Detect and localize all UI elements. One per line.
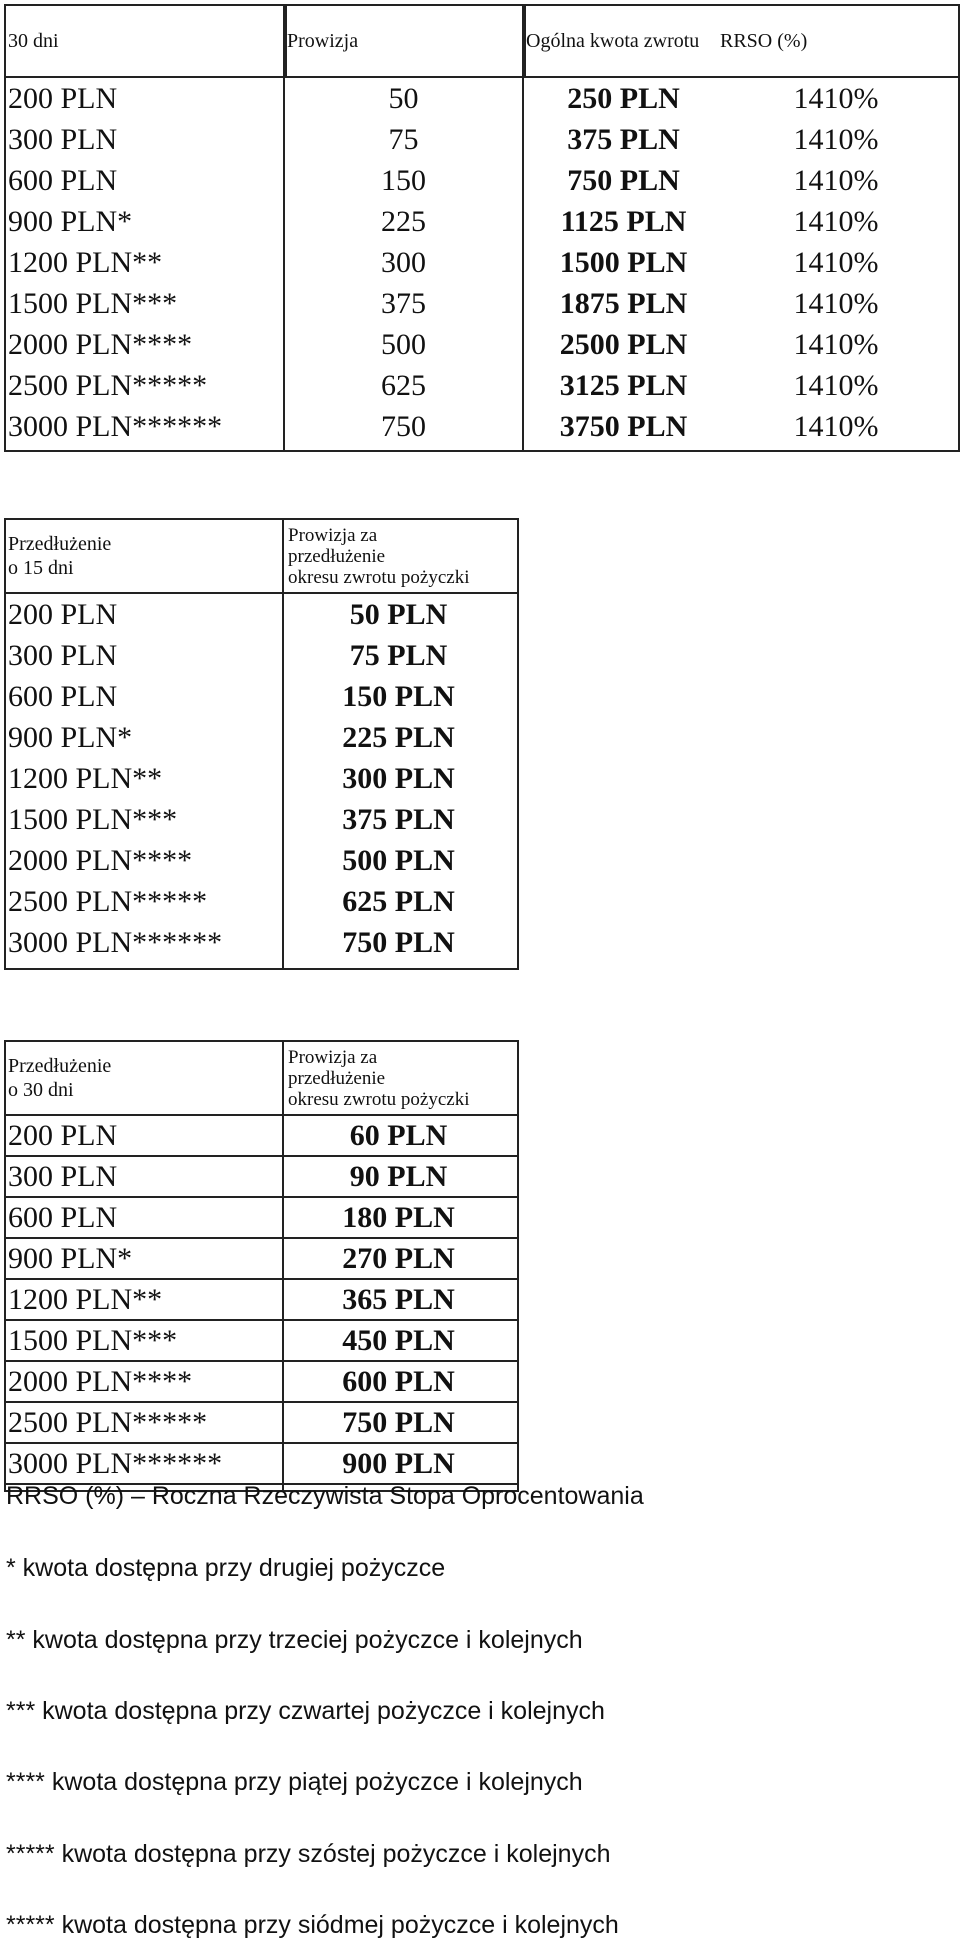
header-line: Prowizja za: [288, 1046, 378, 1068]
extension-fee-cell: 450 PLN: [342, 1323, 455, 1357]
extension-fee-cell: 150 PLN: [342, 679, 455, 713]
extension-15-days-table: [4, 518, 519, 970]
table-row: [6, 799, 517, 840]
loan-amount-cell: 1500 PLN***: [8, 286, 178, 320]
table-row: [6, 1444, 517, 1485]
extension-fee-cell: 180 PLN: [342, 1200, 455, 1234]
table-row: [6, 283, 958, 324]
total-repayment-cell: 2500 PLN: [559, 327, 688, 361]
extension-fee-cell: 60 PLN: [349, 1118, 448, 1152]
loan-amount-cell: 900 PLN*: [8, 1241, 133, 1275]
loan-amount-cell: 300 PLN: [8, 1159, 118, 1193]
footnote-item: ***** kwota dostępna przy siódmej pożyczce i kolejnych: [6, 1911, 619, 1939]
extension-fee-cell: 750 PLN: [342, 925, 455, 959]
table-row: [6, 840, 517, 881]
loan-amount-cell: 3000 PLN******: [8, 925, 223, 959]
loan-amount-cell: 2500 PLN*****: [8, 1405, 208, 1439]
extension-fee-cell: 365 PLN: [342, 1282, 455, 1316]
extension-fee-cell: 90 PLN: [349, 1159, 448, 1193]
extension-fee-cell: 900 PLN: [342, 1446, 455, 1480]
col-header-przedluzenie: [6, 1042, 284, 1114]
table-header: [6, 520, 517, 594]
total-repayment-cell: 750 PLN: [567, 163, 680, 197]
footnote-item: ***** kwota dostępna przy szóstej pożyczce i kolejnych: [6, 1840, 611, 1868]
loan-amount-cell: 2000 PLN****: [8, 843, 193, 877]
header-line: przedłużenie: [288, 545, 386, 567]
loan-amount-cell: 300 PLN: [8, 638, 118, 672]
extension-fee-cell: 225 PLN: [342, 720, 455, 754]
table-header: [6, 6, 958, 78]
header-line: Przedłużenie: [8, 533, 112, 555]
header-line: o 30 dni: [8, 1079, 74, 1101]
loan-amount-cell: 1200 PLN**: [8, 761, 163, 795]
header-line: o 15 dni: [8, 557, 74, 579]
table-row: [6, 1239, 517, 1280]
commission-cell: 500: [381, 327, 426, 361]
total-repayment-cell: 250 PLN: [567, 81, 680, 115]
col-header-prowizja-za-przedluzenie: [286, 520, 514, 592]
table-row: [6, 201, 958, 242]
extension-fee-cell: 50 PLN: [349, 597, 448, 631]
footnote-item: * kwota dostępna przy drugiej pożyczce: [6, 1554, 446, 1582]
col-header-rrso: RRSO (%): [720, 29, 808, 52]
table-row: [6, 1321, 517, 1362]
loan-table-30-days: [4, 4, 960, 452]
table-row: [6, 78, 958, 119]
commission-cell: 750: [381, 409, 426, 443]
extension-fee-cell: 600 PLN: [342, 1364, 455, 1398]
loan-amount-cell: 1200 PLN**: [8, 1282, 163, 1316]
table-row: [6, 365, 958, 406]
extension-fee-cell: 375 PLN: [342, 802, 455, 836]
extension-fee-cell: 75 PLN: [349, 638, 448, 672]
header-line: Przedłużenie: [8, 1055, 112, 1077]
col-header-prowizja: Prowizja: [285, 6, 526, 76]
table-row: [6, 406, 958, 447]
table-row: [6, 1198, 517, 1239]
rrso-cell: 1410%: [793, 286, 879, 320]
loan-amount-cell: 2500 PLN*****: [8, 368, 208, 402]
rrso-cell: 1410%: [793, 163, 879, 197]
extension-fee-cell: 270 PLN: [342, 1241, 455, 1275]
total-repayment-cell: 3750 PLN: [559, 409, 688, 443]
footnote-item: ** kwota dostępna przy trzeciej pożyczce i kolejnych: [6, 1626, 583, 1654]
loan-amount-cell: 200 PLN: [8, 81, 118, 115]
table-row: [6, 1362, 517, 1403]
commission-cell: 50: [388, 81, 419, 115]
table-row: [6, 881, 517, 922]
table-row: [6, 758, 517, 799]
table-row: [6, 324, 958, 365]
commission-cell: 300: [381, 245, 426, 279]
commission-cell: 150: [381, 163, 426, 197]
loan-amount-cell: 1200 PLN**: [8, 245, 163, 279]
col-header-ogolna-kwota: Ogólna kwota zwrotu: [526, 29, 700, 52]
extension-fee-cell: 750 PLN: [342, 1405, 455, 1439]
table-row: [6, 119, 958, 160]
rrso-cell: 1410%: [793, 122, 879, 156]
rrso-cell: 1410%: [793, 245, 879, 279]
extension-fee-cell: 500 PLN: [342, 843, 455, 877]
table-row: [6, 635, 517, 676]
table-row: [6, 242, 958, 283]
footnote-item: *** kwota dostępna przy czwartej pożyczce i kolejnych: [6, 1697, 605, 1725]
commission-cell: 375: [381, 286, 426, 320]
commission-cell: 225: [381, 204, 426, 238]
rrso-definition: RRSO (%) – Roczna Rzeczywista Stopa Oprocentowania: [6, 1482, 644, 1510]
rrso-cell: 1410%: [793, 409, 879, 443]
col-header-przedluzenie: [6, 520, 284, 592]
total-repayment-cell: 1125 PLN: [560, 204, 687, 238]
loan-amount-cell: 2000 PLN****: [8, 327, 193, 361]
header-line: okresu zwrotu pożyczki: [288, 1088, 470, 1110]
total-repayment-cell: 3125 PLN: [559, 368, 688, 402]
loan-amount-cell: 3000 PLN******: [8, 409, 223, 443]
total-repayment-cell: 375 PLN: [567, 122, 680, 156]
table-row: [6, 717, 517, 758]
table-row: [6, 676, 517, 717]
loan-amount-cell: 3000 PLN******: [8, 1446, 223, 1480]
footnote-item: **** kwota dostępna przy piątej pożyczce i kolejnych: [6, 1768, 583, 1796]
table-row: [6, 594, 517, 635]
table-row: [6, 1280, 517, 1321]
extension-30-days-table: [4, 1040, 519, 1492]
loan-amount-cell: 600 PLN: [8, 163, 118, 197]
loan-amount-cell: 300 PLN: [8, 122, 118, 156]
table-row: [6, 1157, 517, 1198]
table-row: [6, 1403, 517, 1444]
rrso-cell: 1410%: [793, 81, 879, 115]
header-line: Prowizja za: [288, 524, 378, 546]
commission-cell: 625: [381, 368, 426, 402]
header-line: przedłużenie: [288, 1067, 386, 1089]
total-repayment-cell: 1875 PLN: [559, 286, 688, 320]
rrso-cell: 1410%: [793, 327, 879, 361]
table-row: [6, 1116, 517, 1157]
col-header-prowizja-za-przedluzenie: [286, 1042, 514, 1114]
total-repayment-cell: 1500 PLN: [559, 245, 688, 279]
col-header-30-dni: 30 dni: [6, 6, 287, 76]
rrso-cell: 1410%: [793, 368, 879, 402]
table-row: [6, 922, 517, 963]
table-row: [6, 160, 958, 201]
loan-amount-cell: 200 PLN: [8, 597, 118, 631]
loan-amount-cell: 1500 PLN***: [8, 802, 178, 836]
table-header: [6, 1042, 517, 1116]
loan-amount-cell: 2000 PLN****: [8, 1364, 193, 1398]
loan-amount-cell: 600 PLN: [8, 679, 118, 713]
loan-amount-cell: 1500 PLN***: [8, 1323, 178, 1357]
header-line: okresu zwrotu pożyczki: [288, 566, 470, 588]
rrso-cell: 1410%: [793, 204, 879, 238]
loan-amount-cell: 600 PLN: [8, 1200, 118, 1234]
extension-fee-cell: 625 PLN: [342, 884, 455, 918]
loan-amount-cell: 900 PLN*: [8, 720, 133, 754]
loan-amount-cell: 200 PLN: [8, 1118, 118, 1152]
extension-fee-cell: 300 PLN: [342, 761, 455, 795]
loan-amount-cell: 900 PLN*: [8, 204, 133, 238]
loan-amount-cell: 2500 PLN*****: [8, 884, 208, 918]
commission-cell: 75: [388, 122, 419, 156]
